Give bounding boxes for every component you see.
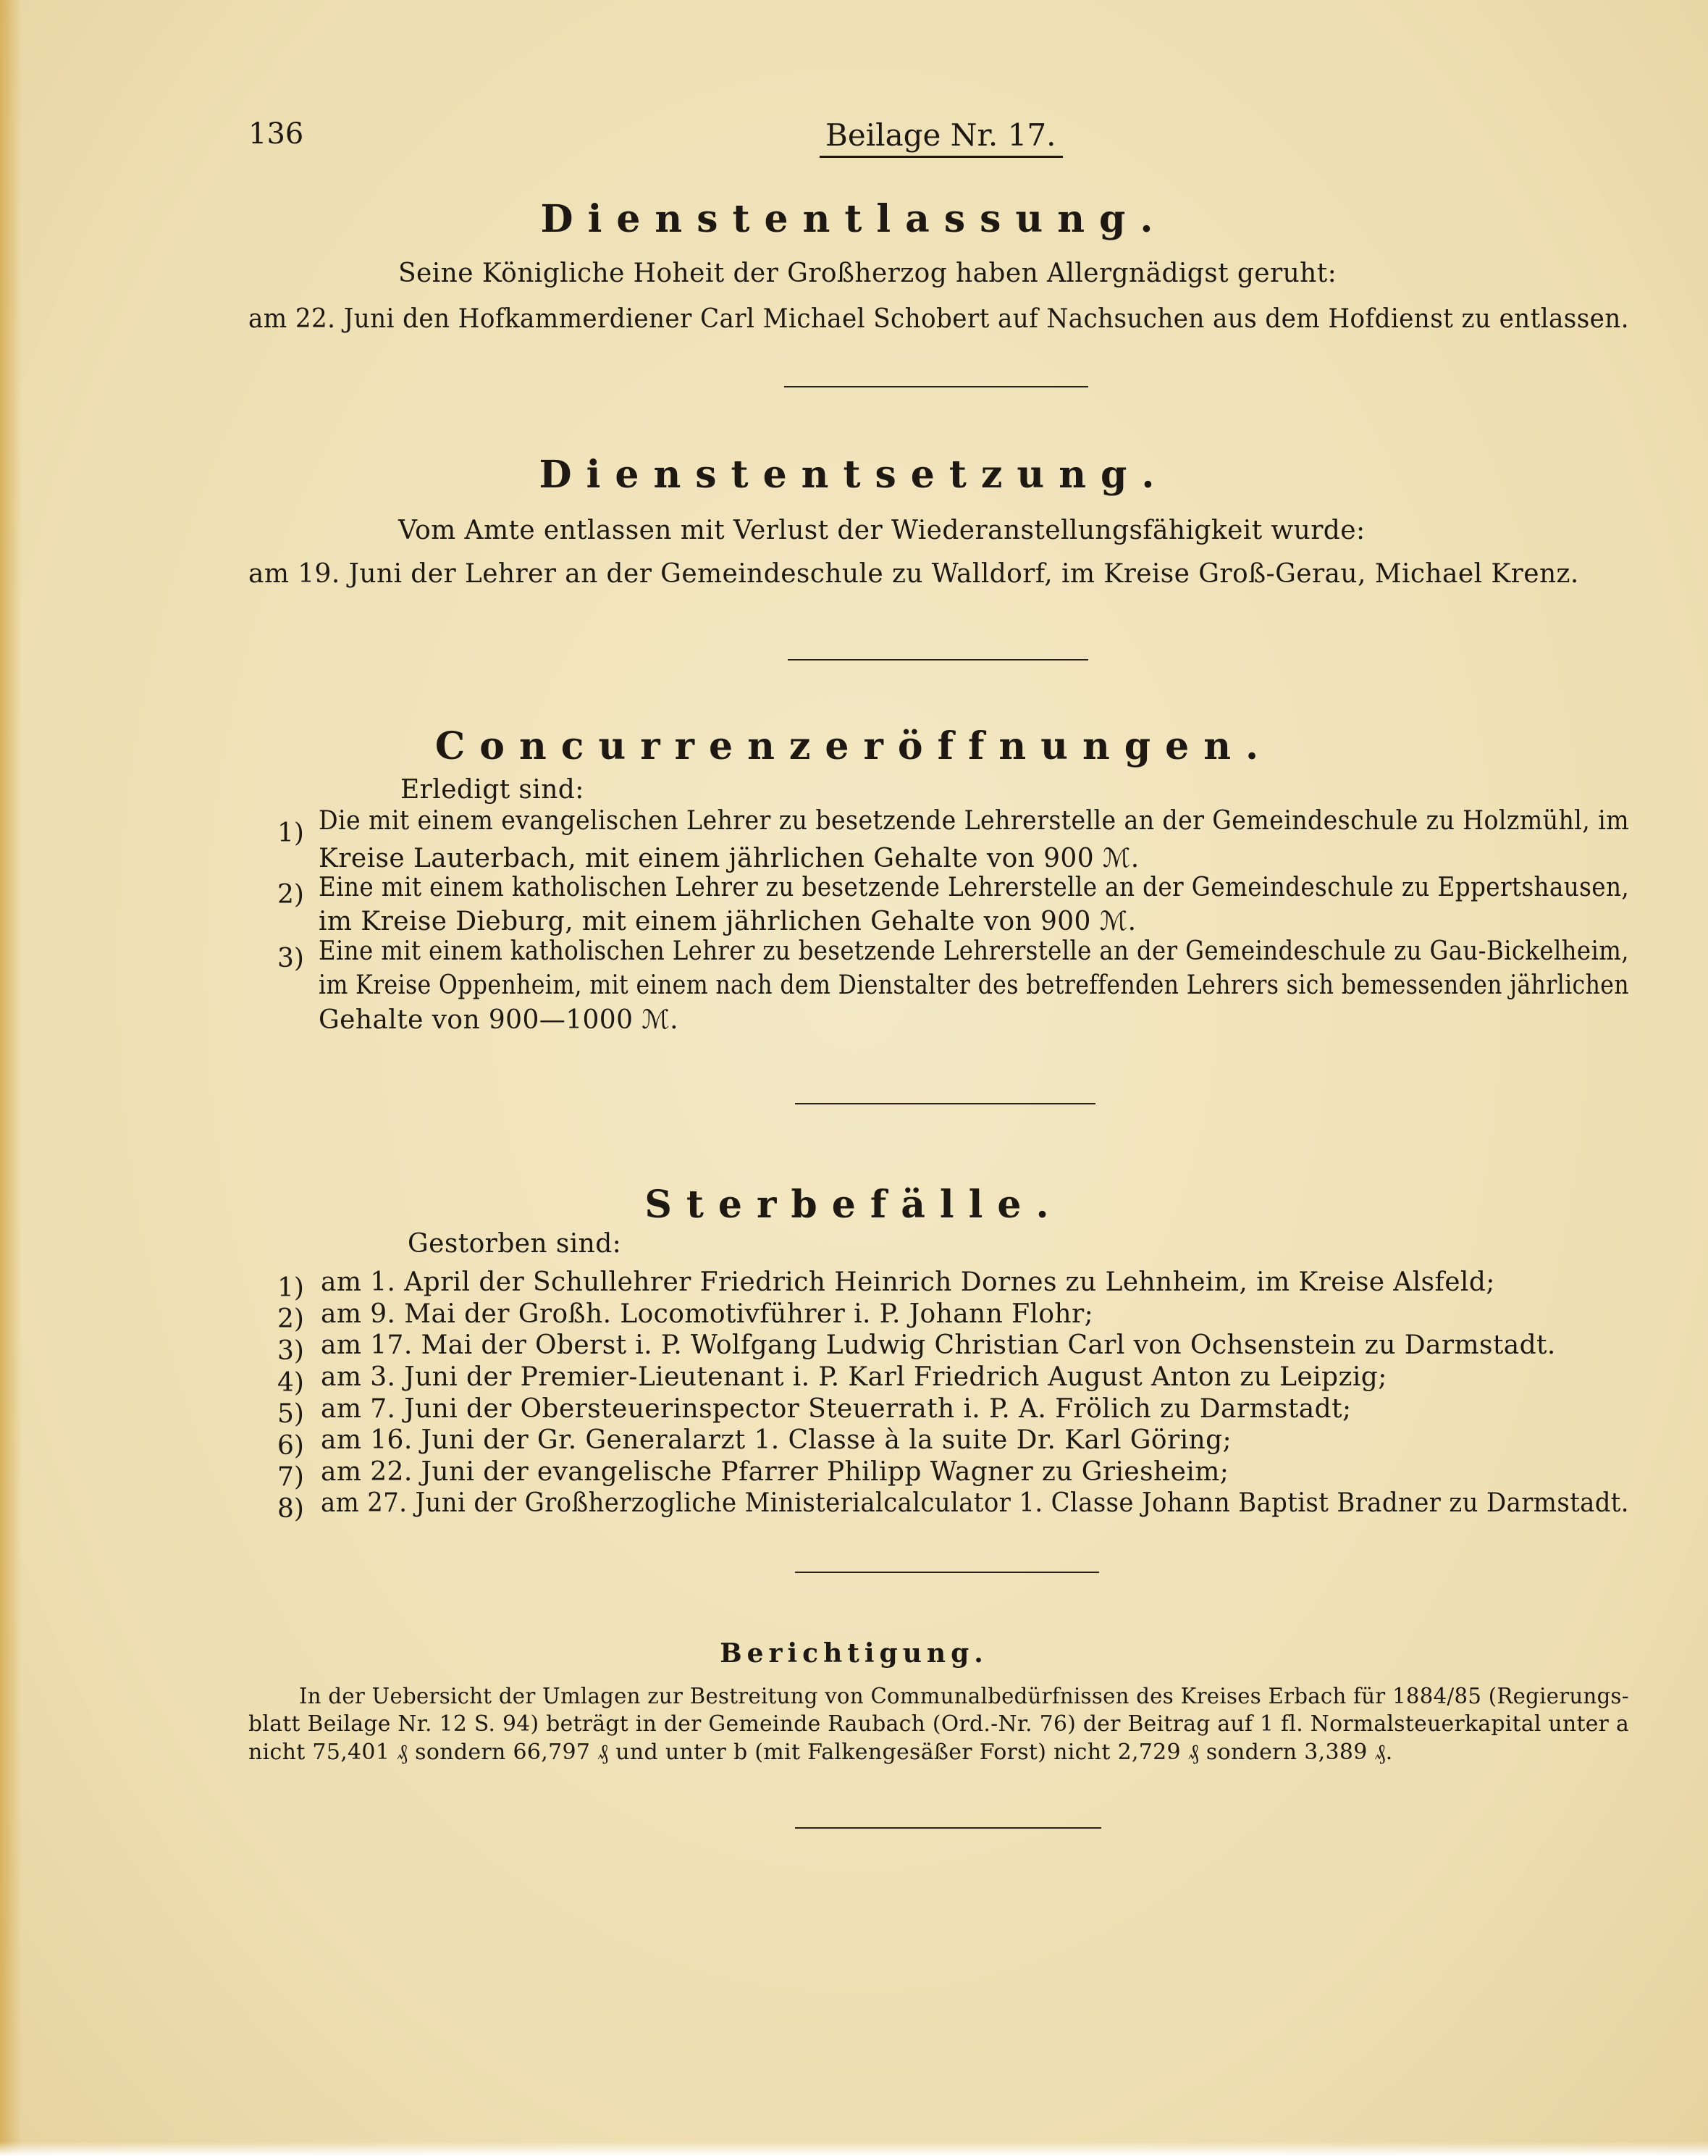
text-line: am 17. Mai der Oberst i. P. Wolfgang Ludwig Christian Carl von Ochsenstein zu Darmstadt.: [321, 1330, 1556, 1360]
text-line: am 22. Juni den Hofkammerdiener Carl Michael Schobert auf Nachsuchen aus dem Hofdienst zu entlassen.: [248, 304, 1629, 334]
text-line: am 27. Juni der Großherzogliche Ministerialcalculator 1. Classe Johann Baptist Bradner zu Darmstadt.: [321, 1488, 1629, 1518]
section-heading: Concurrenzeröffnungen.: [434, 724, 1274, 768]
text-line: im Kreise Oppenheim, mit einem nach dem Dienstalter des betreffenden Lehrers sich bemessenden jährlichen: [319, 970, 1630, 1000]
intro-text: Gestorben sind:: [408, 1229, 622, 1259]
intro-text: Erledigt sind:: [400, 775, 584, 805]
list-number: 4): [277, 1368, 304, 1398]
text-line: Kreise Lauterbach, mit einem jährlichen Gehalte von 900 ℳ.: [319, 844, 1140, 873]
section-heading: Dienstentsetzung.: [539, 453, 1169, 497]
section-divider: [795, 1572, 1099, 1573]
list-number: 1): [277, 818, 304, 848]
text-line: am 3. Juni der Premier-Lieutenant i. P. Karl Friedrich August Anton zu Leipzig;: [321, 1362, 1387, 1392]
page-number: 136: [248, 117, 304, 151]
text-line: nicht 75,401 ₰ sondern 66,797 ₰ und unter b (mit Falkengesäßer Forst) nicht 2,729 ₰ sondern 3,389 ₰.: [248, 1740, 1393, 1765]
text-line: Eine mit einem katholischen Lehrer zu besetzende Lehrerstelle an der Gemeindeschule zu Eppertshausen,: [319, 873, 1630, 902]
text-line: In der Uebersicht der Umlagen zur Bestreitung von Communalbedürfnissen des Kreises Erbach für 1884/85 (Regierungs-: [299, 1684, 1629, 1709]
text-line: blatt Beilage Nr. 12 S. 94) beträgt in der Gemeinde Raubach (Ord.-Nr. 76) der Beitrag auf 1 fl. Normalsteuerkapital unter a: [248, 1711, 1630, 1737]
section-heading: Dienstentlassung.: [540, 197, 1168, 241]
section-heading: Berichtigung.: [720, 1638, 988, 1669]
list-number: 7): [277, 1462, 304, 1492]
list-number: 1): [277, 1273, 304, 1303]
text-line: Seine Königliche Hoheit der Großherzog haben Allergnädigst geruht:: [398, 259, 1337, 288]
text-line: am 9. Mai der Großh. Locomotivführer i. P. Johann Flohr;: [321, 1299, 1094, 1329]
text-line: am 7. Juni der Obersteuerinspector Steuerrath i. P. A. Frölich zu Darmstadt;: [321, 1394, 1352, 1424]
list-number: 2): [277, 1304, 304, 1334]
section-divider: [784, 386, 1088, 387]
page-header: [0, 117, 1708, 161]
list-number: 6): [277, 1431, 304, 1461]
text-line: Eine mit einem katholischen Lehrer zu besetzende Lehrerstelle an der Gemeindeschule zu Gau-Bickelheim,: [319, 936, 1629, 966]
text-line: am 19. Juni der Lehrer an der Gemeindeschule zu Walldorf, im Kreise Groß-Gerau, Michael Krenz.: [248, 559, 1579, 589]
text-line: im Kreise Dieburg, mit einem jährlichen Gehalte von 900 ℳ.: [319, 907, 1137, 936]
list-number: 2): [277, 880, 304, 910]
list-number: 3): [277, 1336, 304, 1366]
section-divider: [795, 1103, 1095, 1104]
supplement-label: Beilage Nr. 17.: [820, 117, 1063, 158]
text-line: am 16. Juni der Gr. Generalarzt 1. Classe à la suite Dr. Karl Göring;: [321, 1425, 1232, 1455]
text-line: Vom Amte entlassen mit Verlust der Wiederanstellungsfähigkeit wurde:: [398, 516, 1366, 545]
list-number: 8): [277, 1494, 304, 1524]
section-divider: [795, 1827, 1101, 1829]
list-number: 5): [277, 1399, 304, 1429]
list-number: 3): [277, 944, 304, 973]
section-heading: Sterbefälle.: [644, 1183, 1064, 1227]
text-line: Die mit einem evangelischen Lehrer zu besetzende Lehrerstelle an der Gemeindeschule zu Holzmühl, im: [319, 806, 1630, 836]
text-line: am 22. Juni der evangelische Pfarrer Philipp Wagner zu Griesheim;: [321, 1457, 1229, 1487]
text-line: am 1. April der Schullehrer Friedrich Heinrich Dornes zu Lehnheim, im Kreise Alsfeld;: [321, 1267, 1495, 1297]
text-line: Gehalte von 900—1000 ℳ.: [319, 1005, 678, 1035]
section-divider: [788, 659, 1088, 660]
